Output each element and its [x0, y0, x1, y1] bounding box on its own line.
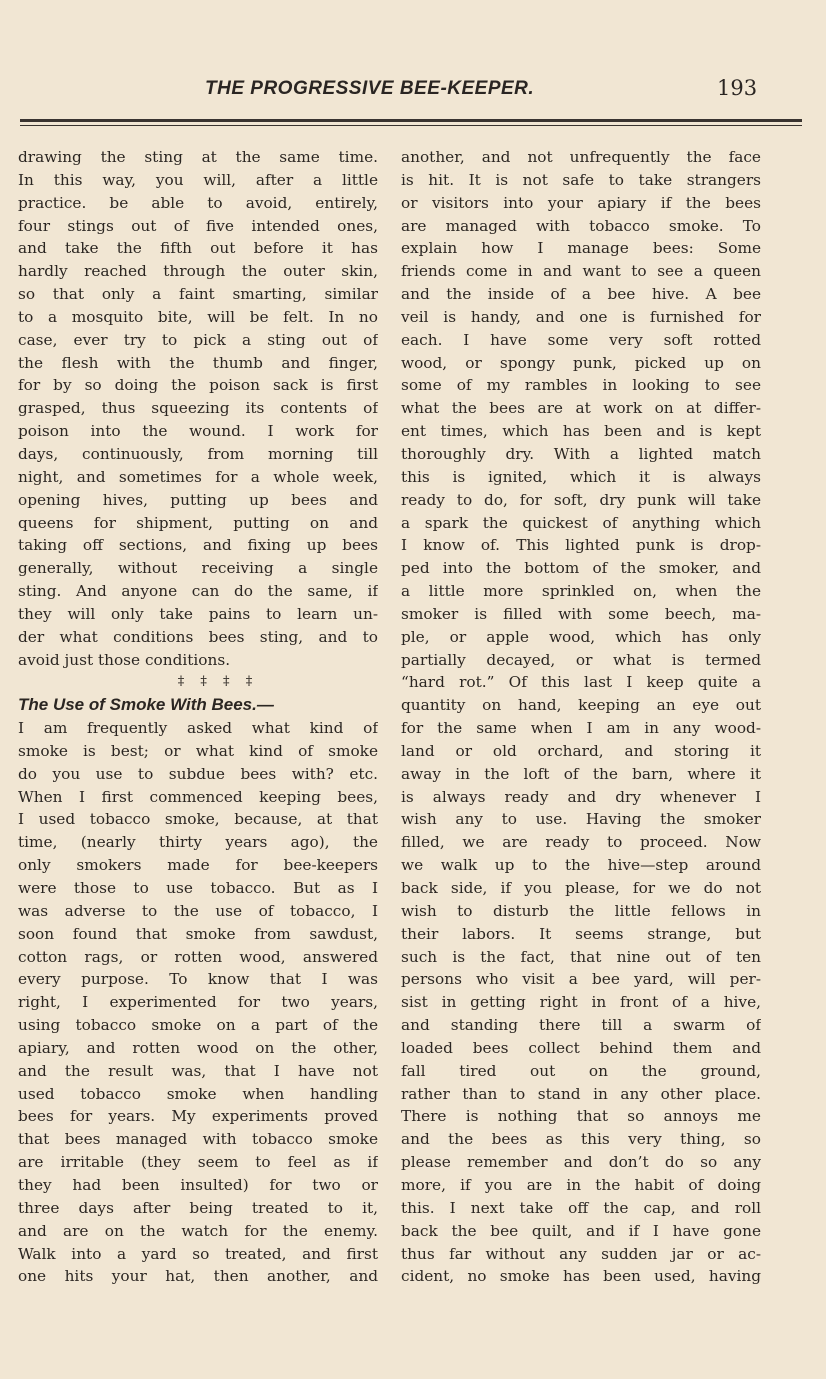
- text-line: is hit. It is not safe to take strangers: [401, 170, 761, 189]
- text-line: loaded bees collect behind them and: [401, 1038, 761, 1057]
- text-line: When I first commenced keeping bees,: [18, 787, 378, 806]
- text-line: so that only a faint smarting, similar: [18, 285, 378, 304]
- text-line: wood, or spongy punk, picked up on: [401, 353, 761, 372]
- text-line: to a mosquito bite, will be felt. In no: [18, 307, 378, 326]
- text-line: wish to disturb the little fellows in: [401, 901, 761, 920]
- text-line: night, and sometimes for a whole week,: [18, 467, 378, 486]
- text-line: grasped, thus squeezing its contents of: [18, 399, 378, 418]
- section-separator: ‡ ‡ ‡ ‡: [177, 674, 259, 690]
- paragraph-continued: [401, 146, 761, 1288]
- right-column: [401, 146, 761, 1288]
- text-line: that bees managed with tobacco smoke: [18, 1130, 378, 1149]
- text-line: drawing the sting at the same time.: [18, 148, 378, 166]
- text-line: every purpose. To know that I was: [18, 970, 378, 989]
- text-line: practice. be able to avoid, entirely,: [18, 193, 378, 212]
- text-line: There is nothing that so annoys me: [401, 1107, 761, 1126]
- text-line: and standing there till a swarm of: [401, 1016, 761, 1035]
- text-line: time, (nearly thirty years ago), the: [18, 833, 378, 852]
- text-line: queens for shipment, putting on and: [18, 513, 378, 532]
- text-line: a spark the quickest of anything which: [401, 513, 761, 532]
- text-line: “hard rot.” Of this last I keep quite a: [401, 673, 761, 692]
- text-line: taking off sections, and fixing up bees: [18, 536, 378, 555]
- text-line: filled, we are ready to proceed. Now: [401, 833, 761, 852]
- text-line: back the bee quilt, and if I have gone: [401, 1221, 761, 1240]
- text-line: each. I have some very soft rotted: [401, 330, 761, 349]
- text-line: the flesh with the thumb and finger,: [18, 353, 378, 372]
- section-title: The Use of Smoke With Bees.—: [18, 695, 274, 715]
- text-line: ple, or apple wood, which has only: [401, 627, 761, 646]
- text-line: and the inside of a bee hive. A bee: [401, 285, 761, 304]
- text-line: one hits your hat, then another, and: [18, 1267, 378, 1286]
- text-line: using tobacco smoke on a part of the: [18, 1016, 378, 1035]
- text-line: some of my rambles in looking to see: [401, 376, 761, 395]
- text-line: bees for years. My experiments proved: [18, 1107, 378, 1126]
- text-line: persons who visit a bee yard, will per-: [401, 970, 761, 989]
- text-line: smoke is best; or what kind of smoke: [18, 741, 378, 760]
- text-line: ready to do, for soft, dry punk will take: [401, 490, 761, 509]
- text-line: I know of. This lighted punk is drop-: [401, 536, 761, 555]
- text-line: this is ignited, which it is always: [401, 467, 761, 486]
- text-line: are managed with tobacco smoke. To: [401, 216, 761, 235]
- text-line: sist in getting right in front of a hive,: [401, 993, 761, 1012]
- text-line: fall tired out on the ground,: [401, 1061, 761, 1080]
- text-line: back side, if you please, for we do not: [401, 879, 761, 897]
- text-line: poison into the wound. I work for: [18, 422, 378, 441]
- text-line: were those to use tobacco. But as I: [18, 879, 378, 897]
- text-line: do you use to subdue bees with? etc.: [18, 764, 378, 783]
- header-rule-thick: [20, 119, 802, 122]
- text-line: and are on the watch for the enemy.: [18, 1221, 378, 1240]
- text-line: or visitors into your apiary if the bees: [401, 193, 761, 212]
- text-line: what the bees are at work on at differ-: [401, 399, 761, 418]
- text-line: explain how I manage bees: Some: [401, 239, 761, 258]
- text-line: In this way, you will, after a little: [18, 170, 378, 189]
- text-line: partially decayed, or what is termed: [401, 650, 761, 669]
- text-line: cident, no smoke has been used, having: [401, 1267, 761, 1286]
- paragraph-smoke: [18, 717, 378, 1288]
- text-line: I used tobacco smoke, because, at that: [18, 810, 378, 829]
- text-line: thoroughly dry. With a lighted match: [401, 444, 761, 463]
- text-line: a little more sprinkled on, when the: [401, 582, 761, 601]
- text-line: quantity on hand, keeping an eye out: [401, 696, 761, 715]
- text-line: friends come in and want to see a queen: [401, 262, 761, 281]
- text-line: smoker is filled with some beech, ma-: [401, 604, 761, 623]
- text-line: was adverse to the use of tobacco, I: [18, 901, 378, 920]
- text-line: is always ready and dry whenever I: [401, 787, 761, 806]
- text-line: such is the fact, that nine out of ten: [401, 947, 761, 966]
- text-line: case, ever try to pick a sting out of: [18, 330, 378, 349]
- text-line: der what conditions bees sting, and to: [18, 627, 378, 646]
- paragraph-stings: [18, 146, 378, 671]
- text-line: wish any to use. Having the smoker: [401, 810, 761, 829]
- text-line: three days after being treated to it,: [18, 1198, 378, 1217]
- text-line: hardly reached through the outer skin,: [18, 262, 378, 281]
- text-line: used tobacco smoke when handling: [18, 1084, 378, 1103]
- text-line: this. I next take off the cap, and roll: [401, 1198, 761, 1217]
- text-line: I am frequently asked what kind of: [18, 719, 378, 738]
- text-line: sting. And anyone can do the same, if: [18, 582, 378, 601]
- text-line: they had been insulted) for two or: [18, 1175, 378, 1194]
- text-line: and the result was, that I have not: [18, 1061, 378, 1080]
- text-line: Walk into a yard so treated, and first: [18, 1244, 378, 1263]
- text-line: days, continuously, from morning till: [18, 444, 378, 463]
- text-line: and the bees as this very thing, so: [401, 1130, 761, 1149]
- text-line: away in the loft of the barn, where it: [401, 764, 761, 783]
- text-line: are irritable (they seem to feel as if: [18, 1153, 378, 1172]
- text-line: we walk up to the hive—step around: [401, 856, 761, 875]
- text-line: their labors. It seems strange, but: [401, 924, 761, 943]
- text-line: only smokers made for bee-keepers: [18, 856, 378, 875]
- text-line: four stings out of five intended ones,: [18, 216, 378, 235]
- page-number: 193: [717, 76, 758, 100]
- text-line: avoid just those conditions.: [18, 650, 231, 669]
- text-line: ped into the bottom of the smoker, and: [401, 559, 761, 578]
- text-line: cotton rags, or rotten wood, answered: [18, 947, 378, 966]
- text-line: ent times, which has been and is kept: [401, 422, 761, 441]
- text-line: generally, without receiving a single: [18, 559, 378, 578]
- left-column: [18, 146, 378, 1288]
- running-title: THE PROGRESSIVE BEE-KEEPER.: [205, 78, 535, 99]
- text-line: right, I experimented for two years,: [18, 993, 378, 1012]
- text-line: apiary, and rotten wood on the other,: [18, 1038, 378, 1057]
- text-line: thus far without any sudden jar or ac-: [401, 1244, 761, 1263]
- text-line: and take the fifth out before it has: [18, 239, 378, 258]
- text-line: they will only take pains to learn un-: [18, 604, 378, 623]
- text-line: veil is handy, and one is furnished for: [401, 307, 761, 326]
- text-line: for the same when I am in any wood-: [401, 719, 761, 738]
- text-line: more, if you are in the habit of doing: [401, 1175, 761, 1194]
- text-line: soon found that smoke from sawdust,: [18, 924, 378, 943]
- text-line: rather than to stand in any other place.: [401, 1084, 761, 1103]
- text-line: please remember and don’t do so any: [401, 1153, 761, 1172]
- text-line: for by so doing the poison sack is first: [18, 376, 378, 395]
- text-line: opening hives, putting up bees and: [18, 490, 378, 509]
- text-line: another, and not unfrequently the face: [401, 148, 761, 166]
- header-rule-thin: [20, 125, 802, 126]
- text-line: land or old orchard, and storing it: [401, 741, 761, 760]
